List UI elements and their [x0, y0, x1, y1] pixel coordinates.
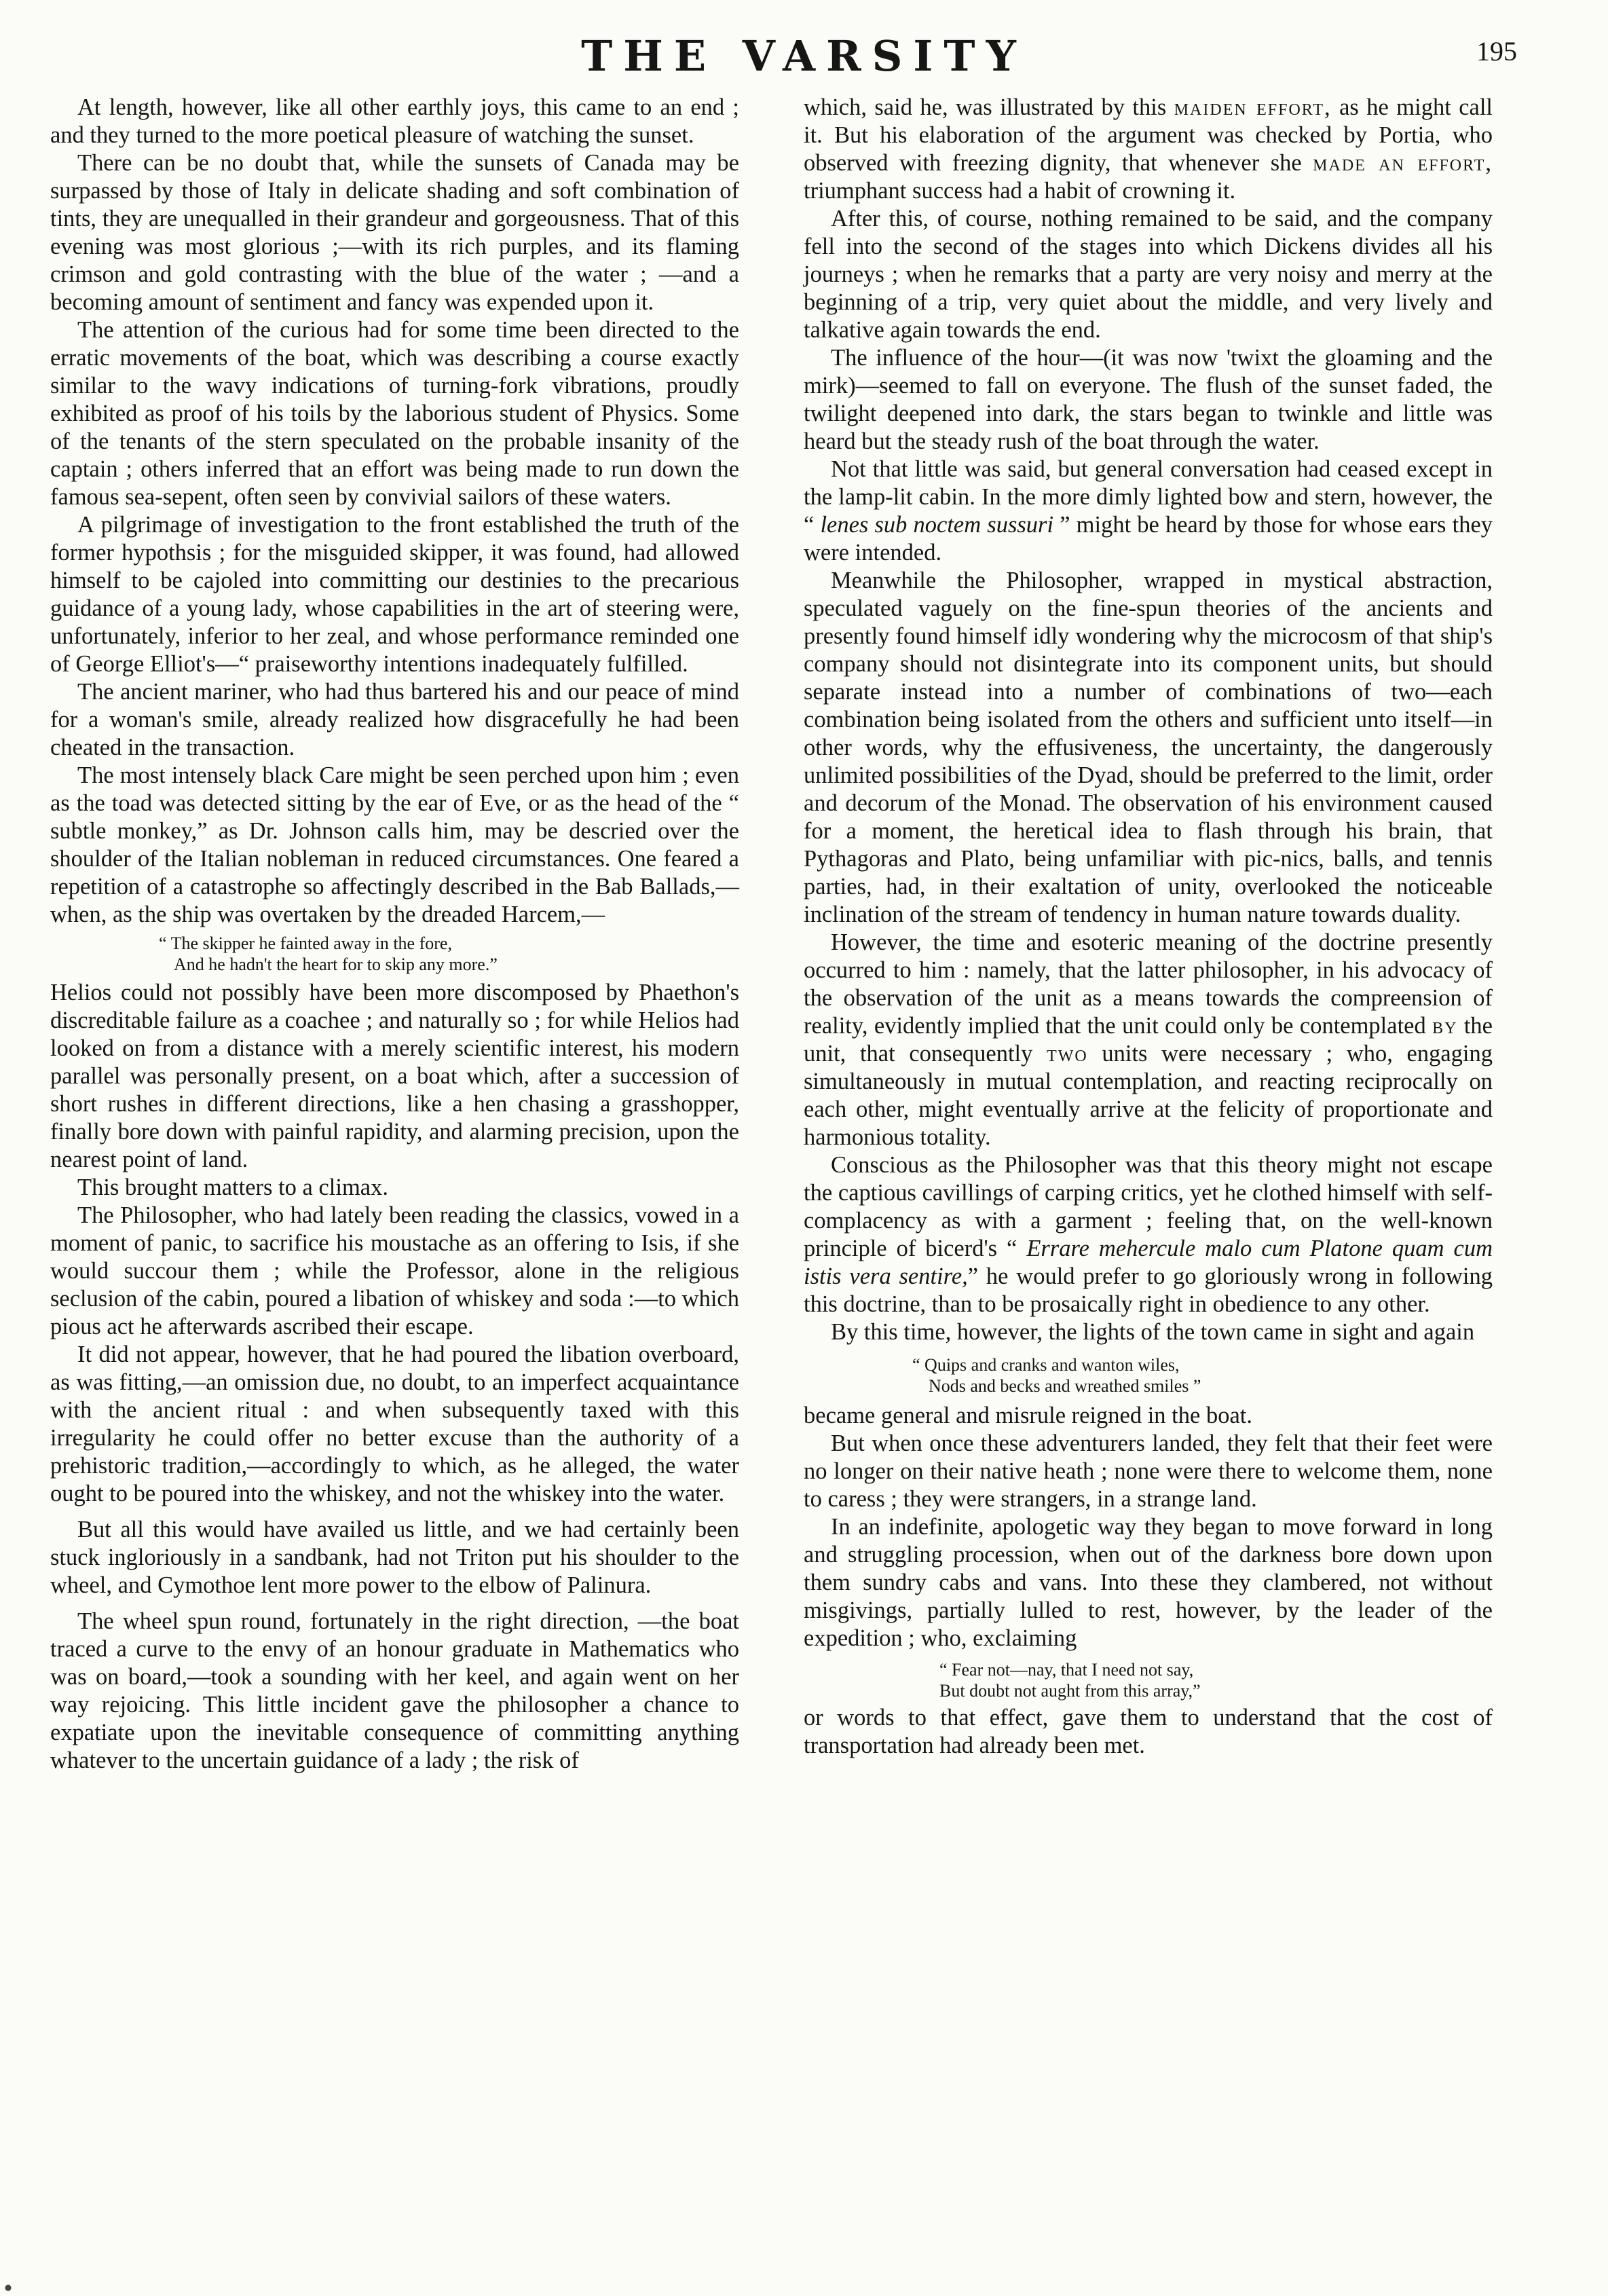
- paragraph: At length, however, like all other earthly joys, this came to an end ; and they turned to the more poetical pleasure of watching the sunset.: [50, 94, 739, 148]
- scan-blemish: [0, 2269, 27, 2296]
- paragraph: The influence of the hour—(it was now 'twixt the gloaming and the mirk)—seemed to fall on everyone. The flush of the sunset faded, the twilight deepened into dark, the stars began to twinkle and little was heard but the steady rush of the boat through the water.: [804, 345, 1493, 454]
- verse-quote: [804, 1659, 1493, 1701]
- verse-line: “ The skipper he fainted away in the fore,: [159, 933, 452, 953]
- paragraph: A pilgrimage of investigation to the front established the truth of the former hypothsis ; for the misguided skipper, it was found, had allowed himself to be cajoled into committing our destinies to the precarious guidance of a young lady, whose capabilities in the art of steering were, unfortunately, inferior to her zeal, and whose performance reminded one of George Elliot's—“ praiseworthy intentions inadequately fulfilled.: [50, 512, 739, 677]
- latin-phrase: lenes sub noctem sussuri: [820, 512, 1054, 538]
- paragraph: Helios could not possibly have been more discomposed by Phaethon's discreditable failure as a coachee ; and naturally so ; for while Helios had looked on from a distance with a merely scientific interest, his modern parallel was personally present, on a boat which, after a succession of short rushes in different directions, like a hen chasing a grasshopper, finally bore down with painful rapidity, and alarming precision, upon the nearest point of land.: [50, 980, 739, 1172]
- right-column: [804, 94, 1493, 1760]
- latin-phrase: Errare mehercule malo cum Platone quam cum istis vera sentire,: [804, 1236, 1493, 1289]
- small-caps-text: maiden effort,: [1174, 94, 1332, 120]
- verse-line: Nods and becks and wreathed smiles ”: [929, 1376, 1201, 1396]
- paragraph: The Philosopher, who had lately been reading the classics, vowed in a moment of panic, to sacrifice his moustache as an offering to Isis, if she would succour them ; while the Professor, alone in the religious seclusion of the cabin, poured a libation of whiskey and soda :—to which pious act he afterwards ascribed their escape.: [50, 1202, 739, 1339]
- left-column: [50, 94, 739, 1775]
- paragraph: The attention of the curious had for some time been directed to the erratic movements of the boat, which was describing a course exactly similar to the wavy indications of turning-fork vibrations, proudly exhibited as proof of his toils by the laborious student of Physics. Some of the tenants of the stern speculated on the probable insanity of the captain ; others inferred that an effort was being made to run down the famous sea-sepent, often seen by convivial sailors of these waters.: [50, 317, 739, 510]
- text-run: Conscious as the Philosopher was that this theory might not escape the captious cavillings of carping critics, yet he clothed himself with self-complacency as with a garment ; feeling that, on the well-known principle of bicerd's “: [804, 1152, 1493, 1261]
- paragraph: [804, 929, 1493, 1151]
- text-run: ” he would prefer to go gloriously wrong in following this doctrine, than to be prosaically right in obedience to any other.: [804, 1263, 1493, 1317]
- paragraph: After this, of course, nothing remained to be said, and the company fell into the second of the stages into which Dickens divides all his journeys ; when he remarks that a party are very noisy and merry at the beginning of a trip, very quiet about the middle, and very lively and talkative again towards the end.: [804, 206, 1493, 343]
- paragraph: [804, 94, 1493, 205]
- text-run: as he might call it. But his elaboration of the argument was checked by Portia, who observed with freezing dignity, that whenever she: [804, 94, 1493, 176]
- small-caps-text: made an effort,: [1313, 150, 1493, 176]
- paragraph: But when once these adventurers landed, they felt that their feet were no longer on their native heath ; none were there to welcome them, none to caress ; they were strangers, in a strange land.: [804, 1430, 1493, 1512]
- verse-line: “ Quips and cranks and wanton wiles,: [912, 1355, 1180, 1375]
- verse-quote: [804, 1354, 1493, 1396]
- paragraph: became general and misrule reigned in the boat.: [804, 1403, 1252, 1428]
- verse-line: But doubt not aught from this array,”: [939, 1681, 1201, 1701]
- paragraph: [804, 456, 1493, 567]
- page-header: [0, 26, 1608, 87]
- small-caps-text: by: [1432, 1013, 1458, 1039]
- text-run: which, said he, was illustrated by this: [804, 94, 1174, 120]
- paragraph: Meanwhile the Philosopher, wrapped in mystical abstraction, speculated vaguely on the fine-spun theories of the ancients and presently found himself idly wondering why the microcosm of that ship's company should not disintegrate into its component units, but should separate instead into a number of combinations of two—each combination being isolated from the others and sufficient unto itself—in other words, why the effusiveness, the uncertainty, the dangerously unlimited possibilities of the Dyad, should be preferred to the limit, order and decorum of the Monad. The observation of his environment caused for a moment, the heretical idea to flash through his brain, that Pythagoras and Plato, being unfamiliar with pic-nics, balls, and tennis parties, had, in their exaltation of unity, overlooked the noticeable inclination of the stream of tendency in human nature towards duality.: [804, 568, 1493, 927]
- text-run: ” might be heard by those for whose ears they were intended.: [804, 512, 1493, 566]
- small-caps-text: two: [1047, 1041, 1088, 1067]
- page-number: 195: [1476, 36, 1517, 67]
- paragraph: The most intensely black Care might be seen perched upon him ; even as the toad was detected sitting by the ear of Eve, or as the head of the “ subtle monkey,” as Dr. Johnson calls him, may be descried over the shoulder of the Italian nobleman in reduced circumstances. One feared a repetition of a catastrophe so affectingly described in the Bab Ballads,—when, as the ship was overtaken by the dreaded Harcem,—: [50, 762, 739, 927]
- paragraph: But all this would have availed us little, and we had certainly been stuck ingloriously in a sandbank, had not Triton put his shoulder to the wheel, and Cymothoe lent more power to the elbow of Palinura.: [50, 1517, 739, 1598]
- paragraph: [804, 1151, 1493, 1318]
- paragraph: There can be no doubt that, while the sunsets of Canada may be surpassed by those of Italy in delicate shading and soft combination of tints, they are unequalled in their grandeur and gorgeousness. That of this evening was most glorious ;—with its rich purples, and its flaming crimson and gold contrasting with the blue of the water ; —and a becoming amount of sentiment and fancy was expended upon it.: [50, 150, 739, 315]
- text-run: triumphant success had a habit of crowning it.: [804, 178, 1236, 204]
- verse-line: And he hadn't the heart for to skip any more.”: [174, 955, 498, 974]
- verse-quote: [50, 933, 739, 975]
- paragraph: It did not appear, however, that he had poured the libation overboard, as was fitting,—an omission due, no doubt, to an imperfect acquaintance with the ancient ritual : and when subsequently taxed with this irregularity he could offer no better excuse than the authority of a prehistoric tradition,—accordingly to which, as he alleged, the water ought to be poured into the whiskey, and not the whiskey into the water.: [50, 1341, 739, 1506]
- paragraph: In an indefinite, apologetic way they began to move forward in long and struggling procession, when out of the darkness bore down upon them sundry cabs and vans. Into these they clambered, not without misgivings, partially lulled to rest, however, by the leader of the expedition ; who, exclaiming: [804, 1514, 1493, 1651]
- paragraph: The wheel spun round, fortunately in the right direction, —the boat traced a curve to the envy of an honour graduate in Mathematics who was on board,—took a sounding with her keel, and again went on her way rejoicing. This little incident gave the philosopher a chance to expatiate upon the inevitable consequence of committing anything whatever to the uncertain guidance of a lady ; the risk of: [50, 1608, 739, 1773]
- verse-line: “ Fear not—nay, that I need not say,: [939, 1660, 1194, 1680]
- paragraph: This brought matters to a climax.: [77, 1174, 388, 1200]
- text-run: units were necessary ; who, engaging simultaneously in mutual contemplation, and reacting reciprocally on each other, might eventually arrive at the felicity of proportionate and harmonious totality.: [804, 1041, 1493, 1150]
- paragraph: The ancient mariner, who had thus bartered his and our peace of mind for a woman's smile, already realized how disgracefully he had been cheated in the transaction.: [50, 679, 739, 760]
- paragraph: By this time, however, the lights of the town came in sight and again: [831, 1319, 1475, 1345]
- text-run: However, the time and esoteric meaning of the doctrine presently occurred to him : namely, that the latter philosopher, in his advocacy of the observation of the unit as a means towards the compreension of reality, evidently implied that the unit could only be contemplated: [804, 929, 1493, 1039]
- text-run: the unit, that consequently: [804, 1013, 1493, 1067]
- text-run: Not that little was said, but general conversation had ceased except in the lamp-lit cabin. In the more dimly lighted bow and stern, however, the “: [804, 456, 1493, 538]
- paragraph: or words to that effect, gave them to understand that the cost of transportation had already been met.: [804, 1705, 1493, 1758]
- masthead-title: THE VARSITY: [581, 31, 1027, 81]
